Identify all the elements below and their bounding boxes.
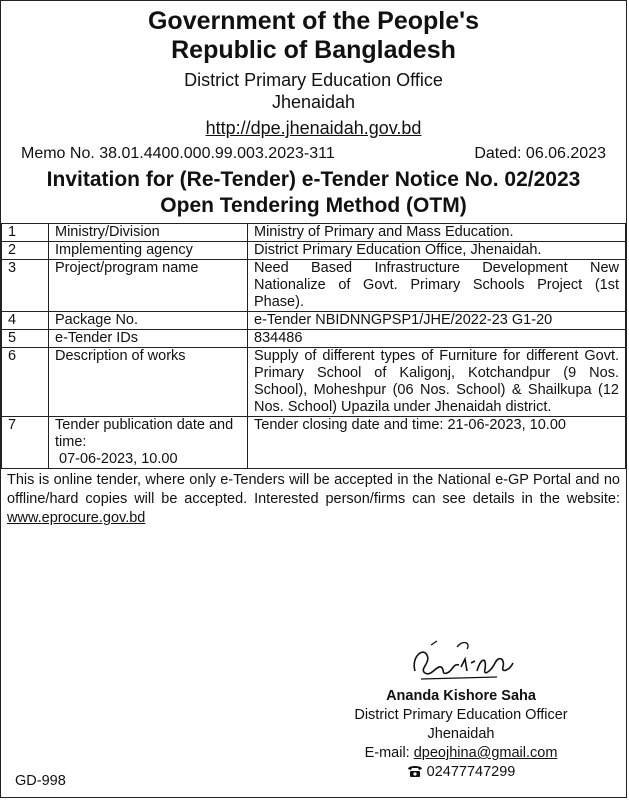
memo-number: Memo No. 38.01.4400.000.99.003.2023-311 bbox=[21, 145, 335, 162]
row-value: Ministry of Primary and Mass Education. bbox=[248, 224, 626, 242]
row-label: Ministry/Division bbox=[49, 224, 248, 242]
office-location: Jhenaidah bbox=[271, 92, 356, 112]
row-label-line-1: Tender publication date and time: bbox=[55, 417, 234, 450]
footer-code: GD-998 bbox=[15, 773, 66, 789]
table-row bbox=[2, 260, 626, 312]
row-value: e-Tender NBIDNNGPSP1/JHE/2022-23 G1-20 bbox=[248, 312, 626, 330]
gov-line-1: Government of the People's bbox=[147, 7, 479, 35]
email-link[interactable]: dpeojhina@gmail.com bbox=[413, 745, 558, 761]
title-line-2: Open Tendering Method (OTM) bbox=[160, 194, 467, 217]
office-name: District Primary Education Office bbox=[184, 70, 443, 90]
table-row bbox=[2, 330, 626, 348]
row-number: 1 bbox=[2, 224, 49, 242]
officer-designation: District Primary Education Officer bbox=[354, 707, 568, 723]
eprocure-link[interactable]: www.eprocure.gov.bd bbox=[7, 510, 146, 526]
row-number: 4 bbox=[2, 312, 49, 330]
notice-text: This is online tender, where only e-Tenders will be accepted in the National e-GP Portal and no offline/hard copies will be accepted. Interested person/firms can see details in the website: bbox=[7, 472, 620, 507]
header bbox=[1, 1, 626, 139]
row-number: 2 bbox=[2, 242, 49, 260]
row-label: Implementing agency bbox=[49, 242, 248, 260]
row-value: Tender closing date and time: 21-06-2023, 10.00 bbox=[248, 417, 626, 469]
officer-location: Jhenaidah bbox=[427, 726, 495, 742]
table-row bbox=[2, 224, 626, 242]
gov-line-2: Republic of Bangladesh bbox=[171, 36, 456, 64]
memo-row bbox=[1, 145, 626, 163]
telephone-icon bbox=[407, 764, 423, 778]
officer-name: Ananda Kishore Saha bbox=[386, 688, 536, 704]
row-label: Project/program name bbox=[49, 260, 248, 312]
row-label: Package No. bbox=[49, 312, 248, 330]
email-label: E-mail: bbox=[364, 745, 414, 761]
notice-title bbox=[1, 167, 626, 219]
table-row bbox=[2, 312, 626, 330]
row-label: e-Tender IDs bbox=[49, 330, 248, 348]
table-row bbox=[2, 417, 626, 469]
row-number: 6 bbox=[2, 348, 49, 417]
handwritten-signature bbox=[401, 637, 521, 687]
row-label: Description of works bbox=[49, 348, 248, 417]
row-value: District Primary Education Office, Jhenaidah. bbox=[248, 242, 626, 260]
table-row bbox=[2, 348, 626, 417]
row-number: 5 bbox=[2, 330, 49, 348]
row-value: Supply of different types of Furniture for different Govt. Primary School of Kaligonj, Kotchandpur (9 Nos. School), Moheshpur (06 Nos. School) & Shailkupa (12 Nos. School) Upazila under Jhenaidah district. bbox=[248, 348, 626, 417]
row-label-line-2: 07-06-2023, 10.00 bbox=[59, 451, 178, 467]
officer-phone bbox=[341, 763, 581, 782]
row-number: 3 bbox=[2, 260, 49, 312]
notice-paragraph bbox=[1, 469, 626, 528]
office-website-link[interactable]: http://dpe.jhenaidah.gov.bd bbox=[205, 118, 422, 138]
tender-details-table bbox=[1, 223, 626, 469]
row-value: Need Based Infrastructure Development New Nationalize of Govt. Primary Schools Project (1st Phase). bbox=[248, 260, 626, 312]
signature-block bbox=[341, 637, 581, 782]
officer-email bbox=[341, 744, 581, 763]
memo-date: Dated: 06.06.2023 bbox=[474, 145, 606, 162]
row-number: 7 bbox=[2, 417, 49, 469]
row-label bbox=[49, 417, 248, 469]
phone-number: 02477747299 bbox=[426, 764, 516, 780]
title-line-1: Invitation for (Re-Tender) e-Tender Notice No. 02/2023 bbox=[46, 168, 581, 191]
table-row bbox=[2, 242, 626, 260]
row-value: 834486 bbox=[248, 330, 626, 348]
